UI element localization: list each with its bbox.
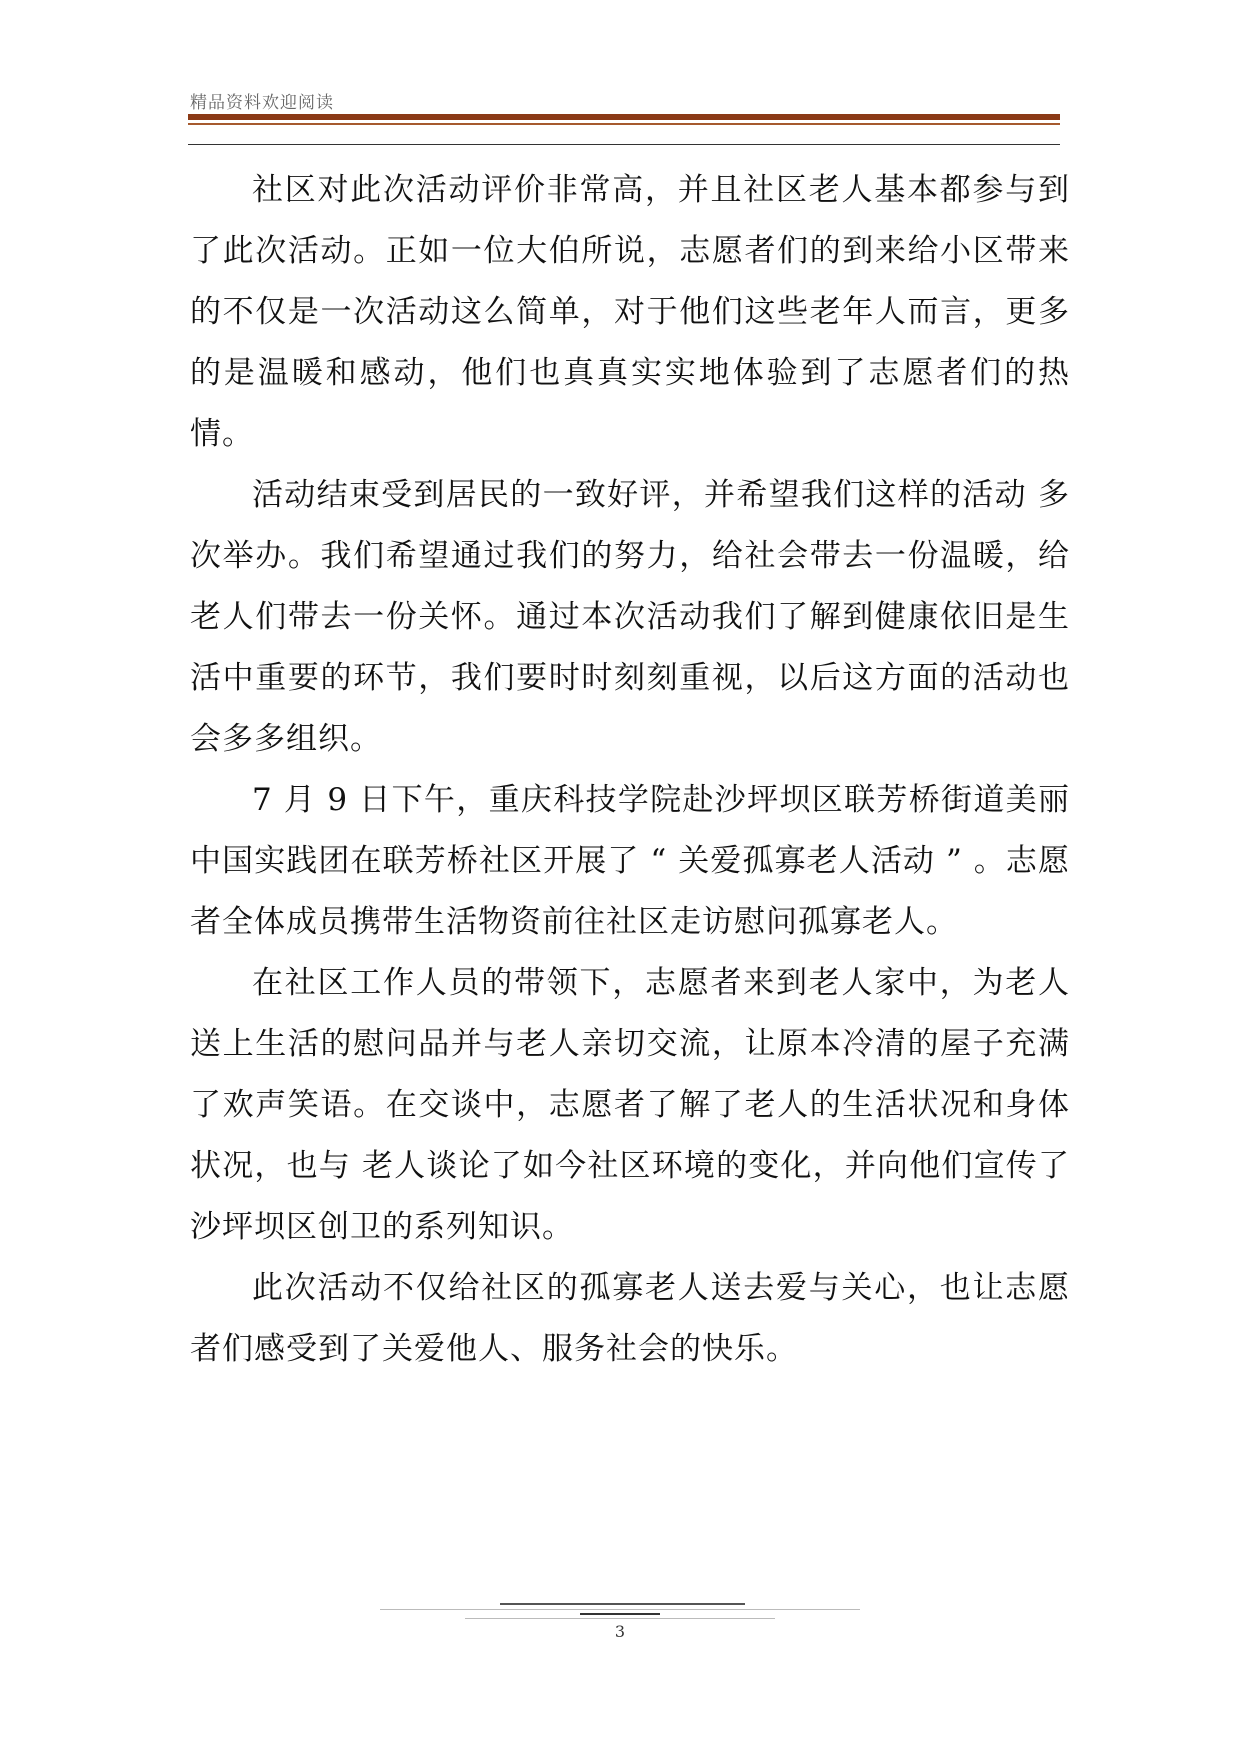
page-number: 3: [614, 1622, 626, 1641]
header-rule-mid: [188, 123, 1060, 125]
header-rule-thin: [188, 144, 1060, 145]
document-body: [190, 160, 1070, 1380]
paragraph: 社区对此次活动评价非常高，并且社区老人基本都参与到了此次活动。正如一位大伯所说，志愿者们的到来给小区带来的不仅是一次活动这么简单，对于他们这些老年人而言，更多的是温暖和感动，他们也真真实实地体验到了志愿者们的热情。: [190, 172, 1070, 452]
footer-rule-dark: [500, 1603, 745, 1605]
footer-rule: [380, 1609, 860, 1610]
footer-rule-lower: [465, 1618, 775, 1619]
header-rule-thick: [188, 114, 1060, 120]
paragraph: 活动结束受到居民的一致好评，并希望我们这样的活动 多次举办。我们希望通过我们的努力，给社会带去一份温暖，给老人们带去一份关怀。通过本次活动我们了解到健康依旧是生活中重要的环节，我们要时时刻刻重视，以后这方面的活动也会多多组织。: [190, 477, 1070, 757]
footer-rule-short: [580, 1613, 660, 1615]
paragraph: 在社区工作人员的带领下，志愿者来到老人家中，为老人送上生活的慰问品并与老人亲切交流，让原本冷清的屋子充满了欢声笑语。在交谈中，志愿者了解了老人的生活状况和身体状况，也与 老人谈论了如今社区环境的变化，并向他们宣传了沙坪坝区创卫的系列知识。: [190, 965, 1070, 1245]
paragraph: 此次活动不仅给社区的孤寡老人送去爱与关心，也让志愿者们感受到了关爱他人、服务社会的快乐。: [190, 1270, 1070, 1367]
page-header-text: 精品资料欢迎阅读: [190, 93, 334, 113]
paragraph: 7 月 9 日下午，重庆科技学院赴沙坪坝区联芳桥街道美丽中国实践团在联芳桥社区开展了 “ 关爱孤寡老人活动 ” 。志愿者全体成员携带生活物资前往社区走访慰问孤寡老人。: [190, 782, 1070, 940]
